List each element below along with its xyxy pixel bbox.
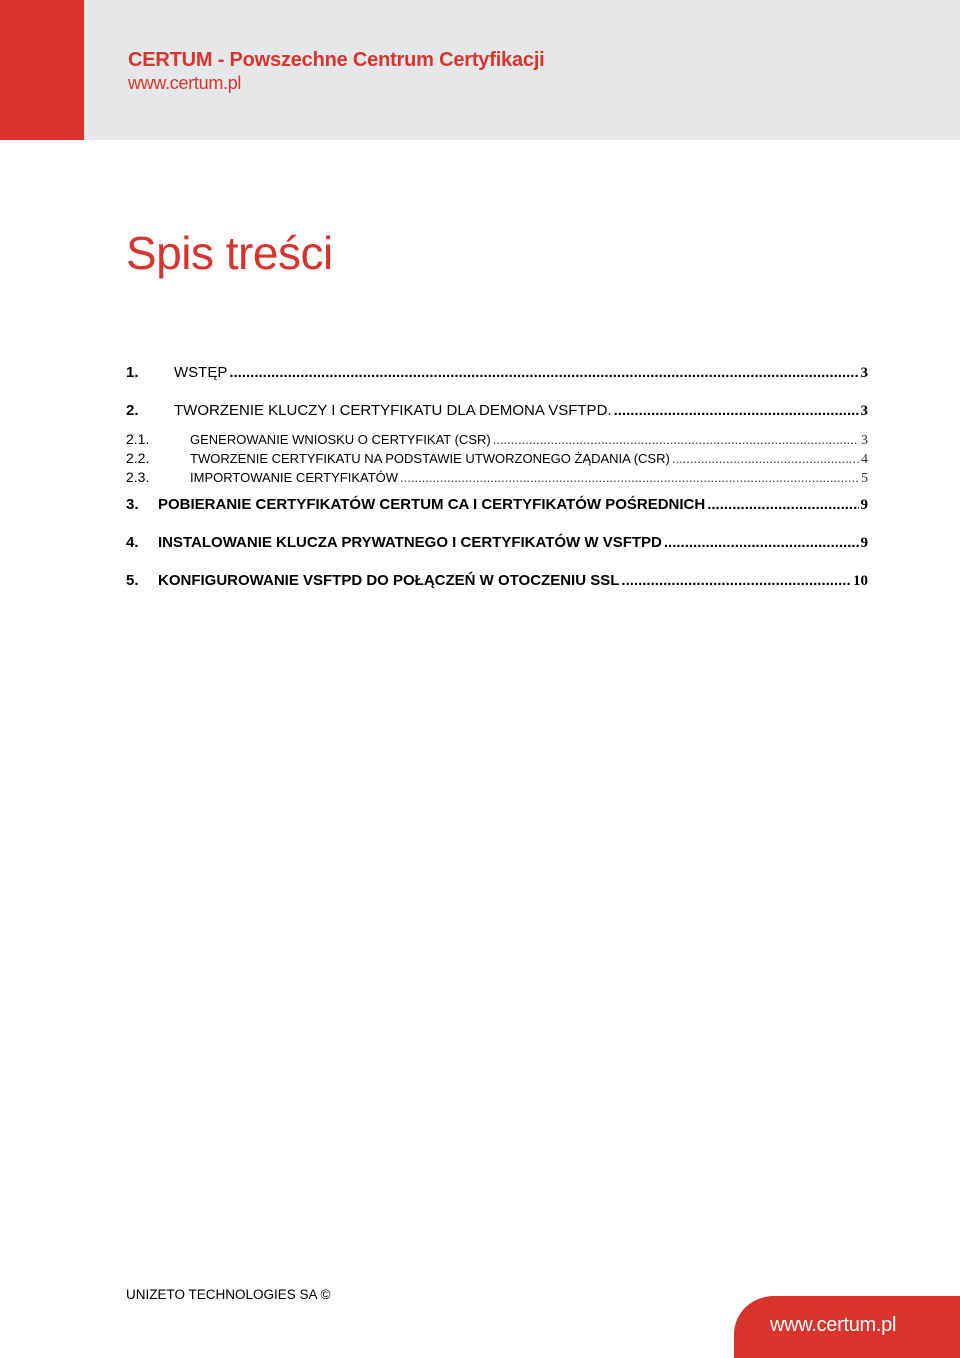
toc-entry-text: IMPORTOWANIE CERTYFIKATÓW xyxy=(190,470,399,485)
toc-entry-text: KONFIGUROWANIE VSFTPD DO POŁĄCZEŃ W OTOCZENIU SSL xyxy=(158,572,620,589)
toc-entry-4[interactable] xyxy=(126,534,868,552)
toc-entry-2-3[interactable] xyxy=(126,469,868,487)
toc-entry-number: 4. xyxy=(126,534,139,551)
toc-entry-number: 2.2. xyxy=(126,450,150,466)
toc-entry-page: 3 xyxy=(861,433,868,448)
toc-entry-number: 5. xyxy=(126,572,139,589)
toc-entry-number: 2. xyxy=(126,402,139,419)
toc-entry-page: 9 xyxy=(860,535,868,551)
toc-entry-page: 9 xyxy=(860,497,868,513)
brand-url: www.certum.pl xyxy=(128,73,242,93)
toc-entry-page: 4 xyxy=(861,452,868,467)
toc-entry-number: 2.1. xyxy=(126,431,150,447)
toc-entry-2-1[interactable] xyxy=(126,431,868,449)
toc-leader-dots xyxy=(614,402,859,419)
toc-entry-text: POBIERANIE CERTYFIKATÓW CERTUM CA I CERTYFIKATÓW POŚREDNICH xyxy=(158,496,706,513)
toc-entry-number: 2.3. xyxy=(126,469,150,485)
toc-entry-page: 3 xyxy=(860,365,868,381)
toc-entry-page: 10 xyxy=(853,573,868,589)
toc-leader-dots xyxy=(672,451,859,466)
toc-leader-dots xyxy=(493,432,859,447)
toc-entry-text: GENEROWANIE WNIOSKU O CERTYFIKAT (CSR) xyxy=(190,432,491,447)
toc-entry-3[interactable] xyxy=(126,496,868,514)
toc-entry-2[interactable] xyxy=(126,402,868,420)
toc-entry-2-2[interactable] xyxy=(126,450,868,468)
toc-leader-dots xyxy=(664,534,859,551)
toc-entry-text: WSTĘP xyxy=(174,364,228,381)
toc-entry-text: TWORZENIE KLUCZY I CERTYFIKATU DLA DEMONA VSFTPD. xyxy=(174,402,612,419)
toc-leader-dots xyxy=(400,470,859,485)
brand-title: CERTUM - Powszechne Centrum Certyfikacji xyxy=(128,49,545,71)
header-red-block xyxy=(0,0,84,140)
toc-entry-number: 3. xyxy=(126,496,139,513)
toc-entry-5[interactable] xyxy=(126,572,868,590)
toc-entry-page: 5 xyxy=(861,471,868,486)
toc-entry-page: 3 xyxy=(860,403,868,419)
toc-entry-1[interactable] xyxy=(126,364,868,382)
footer-url[interactable]: www.certum.pl xyxy=(770,1314,897,1336)
toc-title: Spis treści xyxy=(126,227,333,279)
toc-entry-text: TWORZENIE CERTYFIKATU NA PODSTAWIE UTWORZONEGO ŻĄDANIA (CSR) xyxy=(190,451,670,466)
toc-leader-dots xyxy=(707,496,858,513)
footer-company: UNIZETO TECHNOLOGIES SA © xyxy=(126,1287,331,1302)
toc-leader-dots xyxy=(229,364,858,381)
toc-leader-dots xyxy=(621,572,851,589)
toc-entry-text: INSTALOWANIE KLUCZA PRYWATNEGO I CERTYFIKATÓW W VSFTPD xyxy=(158,534,662,551)
toc-entry-number: 1. xyxy=(126,364,139,381)
